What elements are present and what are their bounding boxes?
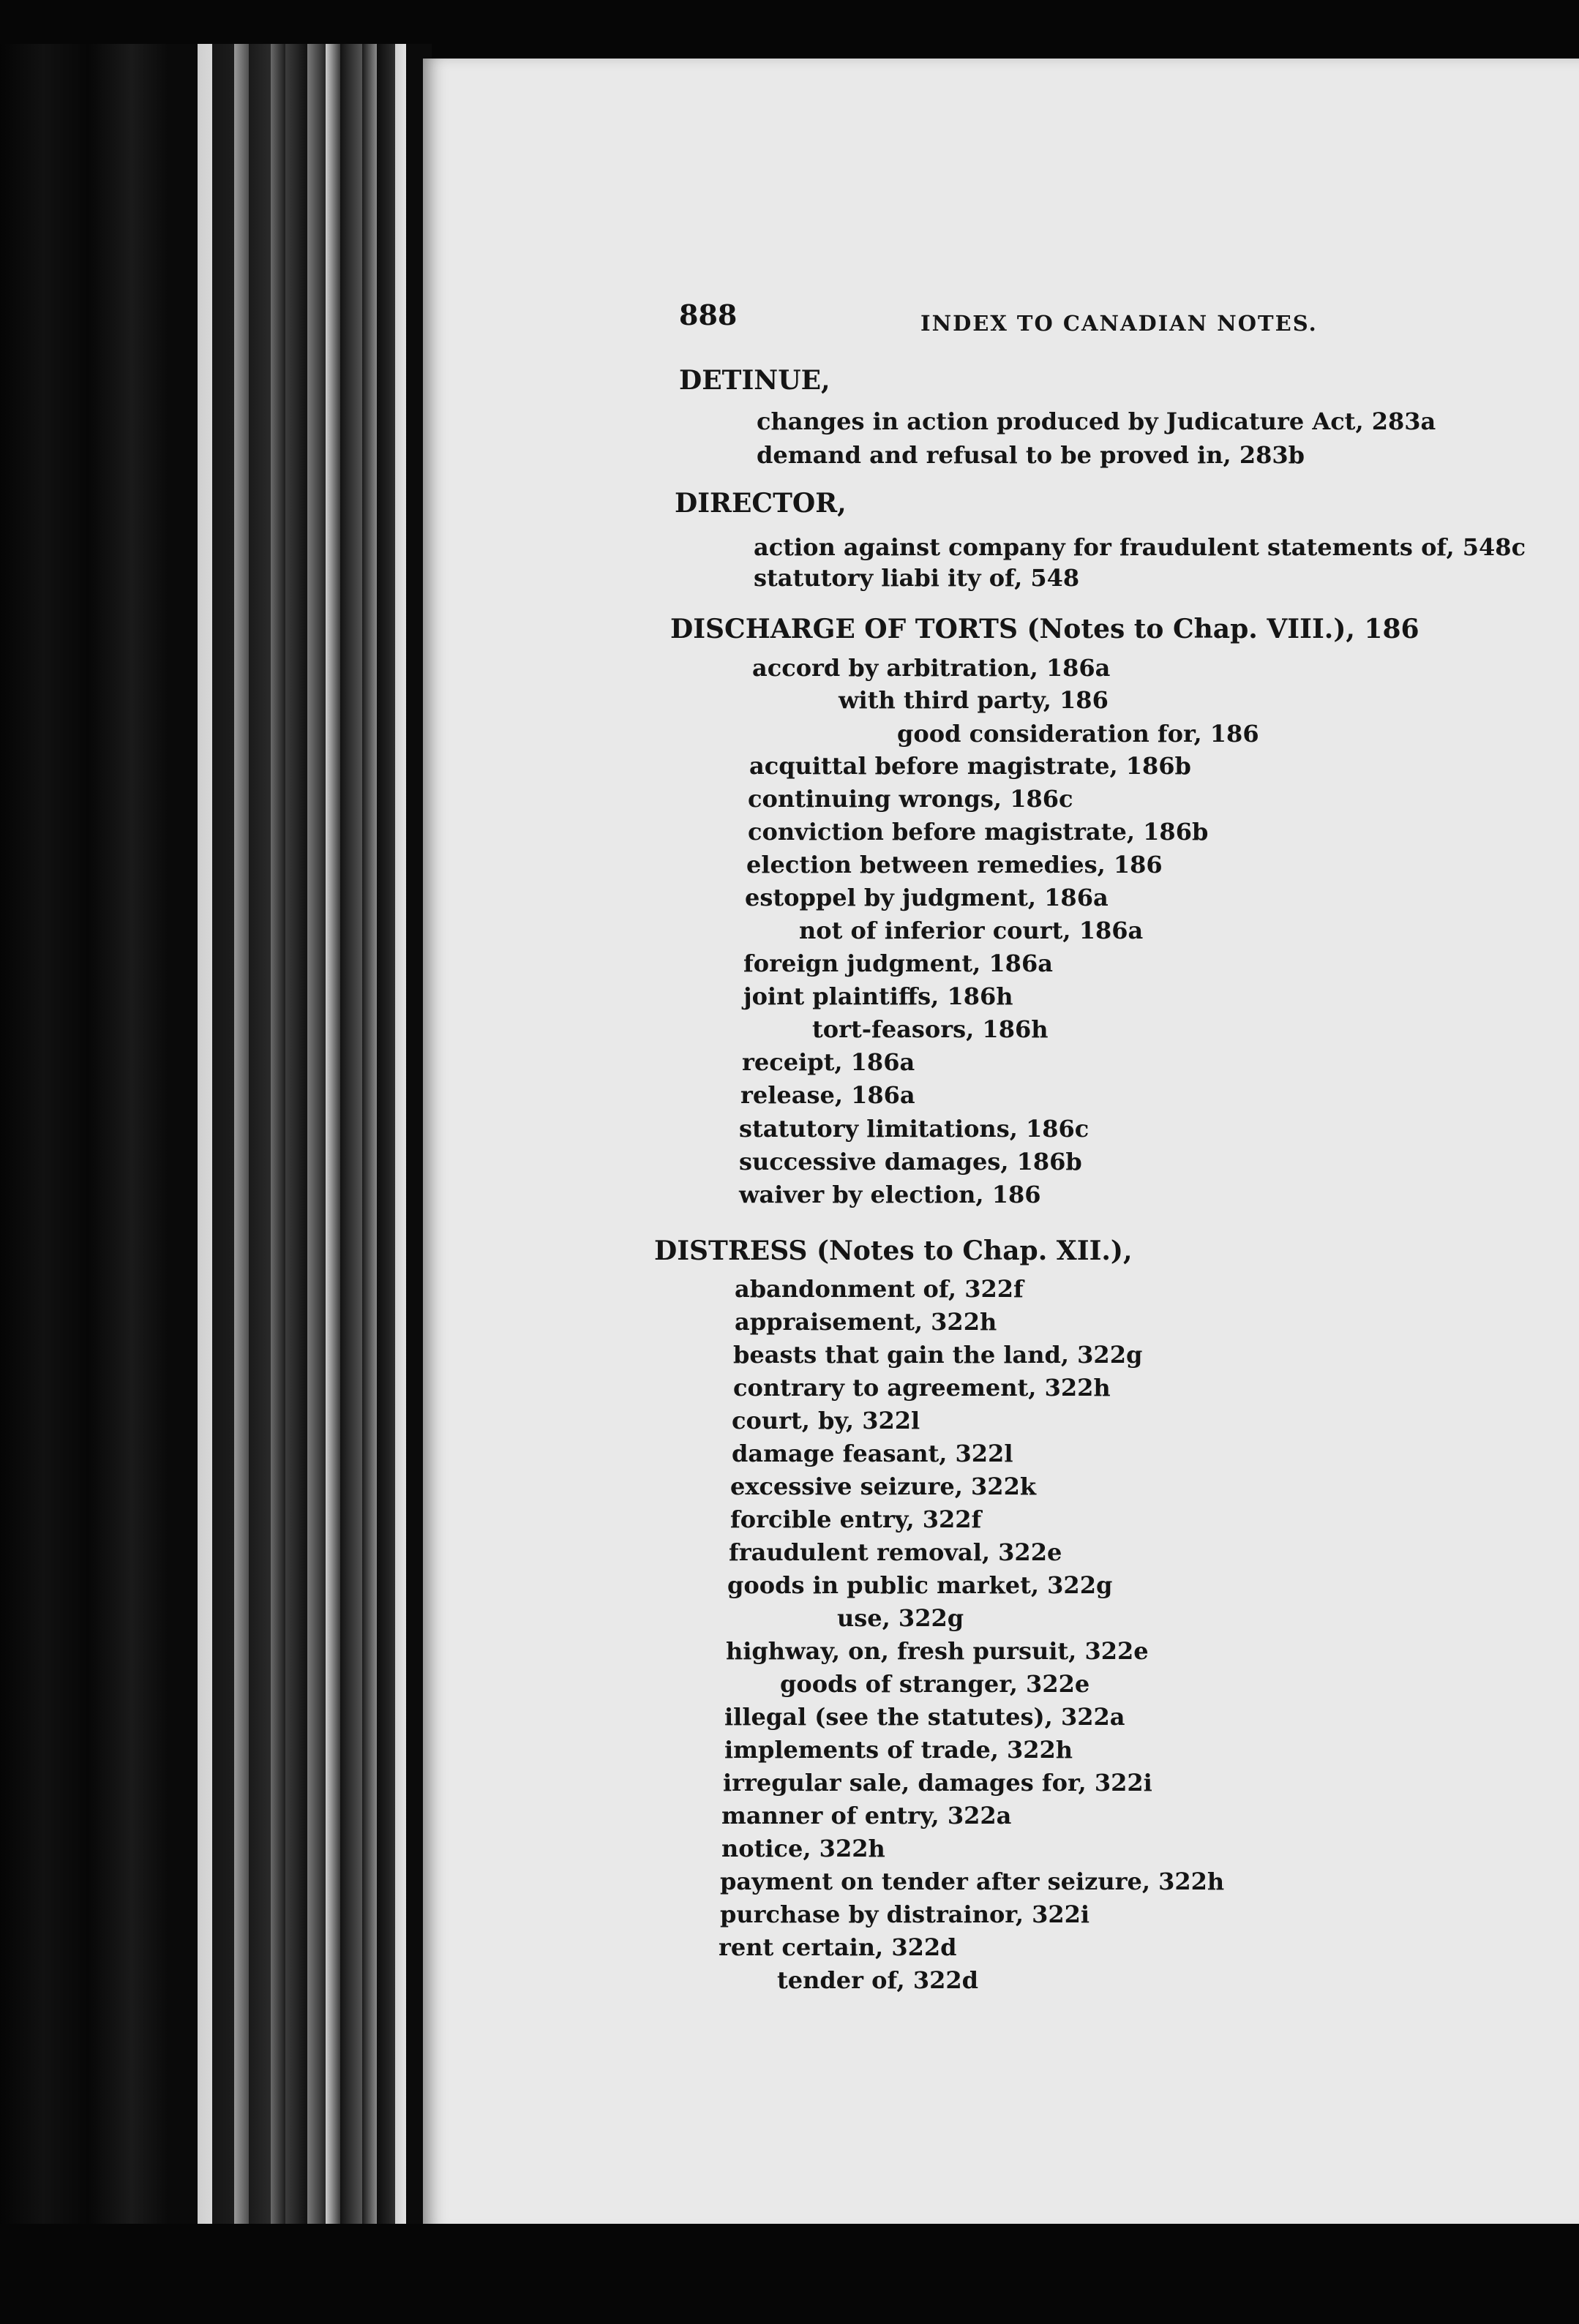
index-heading-distress: DISTRESS (Notes to Chap. XII.),	[654, 1236, 1133, 1266]
index-entry: notice, 322h	[721, 1835, 885, 1862]
page-number: 888	[679, 298, 738, 331]
index-entry: implements of trade, 322h	[724, 1736, 1073, 1764]
index-entry: successive damages, 186b	[739, 1148, 1082, 1176]
index-entry: goods in public market, 322g	[727, 1571, 1113, 1599]
index-heading-detinue: DETINUE,	[679, 365, 830, 396]
index-entry: fraudulent removal, 322e	[729, 1538, 1062, 1566]
index-heading-director: DIRECTOR,	[675, 488, 847, 519]
index-entry: payment on tender after seizure, 322h	[720, 1868, 1225, 1895]
index-entry: foreign judgment, 186a	[743, 949, 1053, 977]
index-entry: tender of, 322d	[777, 1966, 978, 1994]
index-entry: tort-feasors, 186h	[812, 1015, 1049, 1043]
index-heading-discharge-of-torts: DISCHARGE OF TORTS (Notes to Chap. VIII.), 186	[670, 614, 1419, 644]
index-entry: highway, on, fresh pursuit, 322e	[726, 1637, 1149, 1665]
index-entry: not of inferior court, 186a	[799, 917, 1144, 944]
index-entry: estoppel by judgment, 186a	[745, 884, 1109, 911]
index-entry: appraisement, 322h	[735, 1308, 997, 1336]
index-entry: damage feasant, 322l	[732, 1440, 1013, 1467]
index-entry: rent certain, 322d	[719, 1933, 957, 1961]
index-entry: goods of stranger, 322e	[780, 1670, 1090, 1698]
index-entry: demand and refusal to be proved in, 283b	[757, 441, 1305, 469]
index-entry: court, by, 322l	[732, 1407, 920, 1434]
index-entry: abandonment of, 322f	[735, 1275, 1024, 1303]
index-entry: release, 186a	[740, 1081, 915, 1109]
index-entry: forcible entry, 322f	[730, 1505, 982, 1533]
running-title: INDEX TO CANADIAN NOTES.	[920, 311, 1318, 336]
index-entry: continuing wrongs, 186c	[748, 785, 1073, 813]
index-entry: acquittal before magistrate, 186b	[749, 752, 1191, 780]
index-entry: with third party, 186	[839, 686, 1109, 714]
index-entry: waiver by election, 186	[739, 1181, 1041, 1208]
scan-bottom-border	[0, 2224, 1579, 2324]
index-entry: receipt, 186a	[742, 1048, 915, 1076]
index-entry: irregular sale, damages for, 322i	[723, 1769, 1152, 1797]
index-entry: contrary to agreement, 322h	[733, 1374, 1111, 1402]
index-entry: joint plaintiffs, 186h	[743, 982, 1013, 1010]
index-entry: accord by arbitration, 186a	[752, 654, 1111, 682]
scan-left-border	[0, 44, 168, 2231]
index-entry: election between remedies, 186	[746, 851, 1163, 879]
index-entry: excessive seizure, 322k	[730, 1473, 1036, 1500]
index-entry: beasts that gain the land, 322g	[733, 1341, 1143, 1369]
index-entry: use, 322g	[837, 1604, 964, 1632]
index-entry: changes in action produced by Judicature Act, 283a	[757, 407, 1436, 435]
book-page-edges	[168, 44, 432, 2231]
index-entry: manner of entry, 322a	[721, 1802, 1012, 1830]
index-entry: good consideration for, 186	[897, 720, 1259, 748]
index-entry: illegal (see the statutes), 322a	[724, 1703, 1125, 1731]
index-entry: statutory limitations, 186c	[739, 1115, 1089, 1143]
index-entry: action against company for fraudulent statements of, 548c	[754, 533, 1526, 561]
index-entry: statutory liabi ity of, 548	[754, 564, 1080, 592]
index-entry: purchase by distrainor, 322i	[720, 1900, 1090, 1928]
index-entry: conviction before magistrate, 186b	[748, 818, 1209, 846]
